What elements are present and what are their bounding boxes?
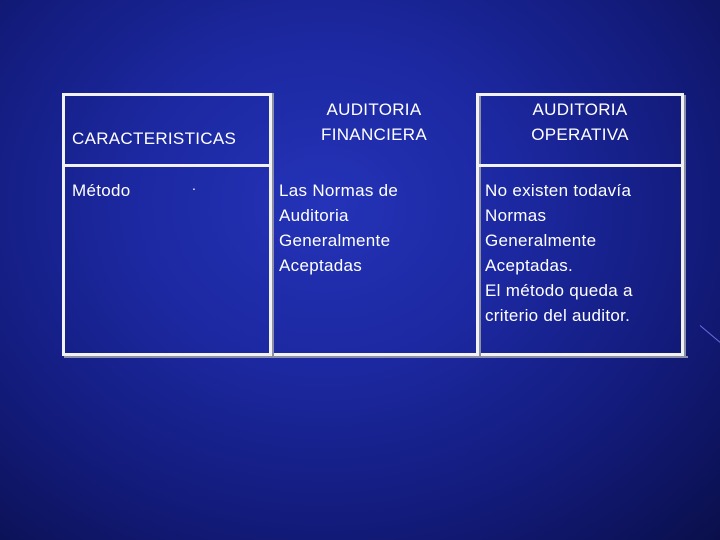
decorative-line <box>700 325 720 351</box>
table-border-top <box>62 93 272 96</box>
row-financial-method: Las Normas de Auditoria Generalmente Aceptadas <box>279 181 399 275</box>
header-characteristics: CARACTERISTICAS <box>72 129 237 148</box>
table-header-divider-right <box>479 164 684 167</box>
row-characteristic-method: Método <box>72 181 131 200</box>
row-marker: . <box>192 177 197 193</box>
table-border-top-right-visible <box>479 93 684 96</box>
row-operational-method: No existen todavía Normas Generalmente Aceptadas. El método queda a criterio del auditor. <box>485 181 633 325</box>
table-shadow-bottom <box>64 356 688 358</box>
table-header-divider <box>62 164 272 167</box>
table-border-left <box>62 93 65 356</box>
comparison-table <box>62 93 686 358</box>
header-financial-audit: AUDITORIA FINANCIERA <box>321 100 427 144</box>
table-border-right-shadow <box>684 95 686 358</box>
header-operational-audit: AUDITORIA OPERATIVA <box>531 100 629 144</box>
